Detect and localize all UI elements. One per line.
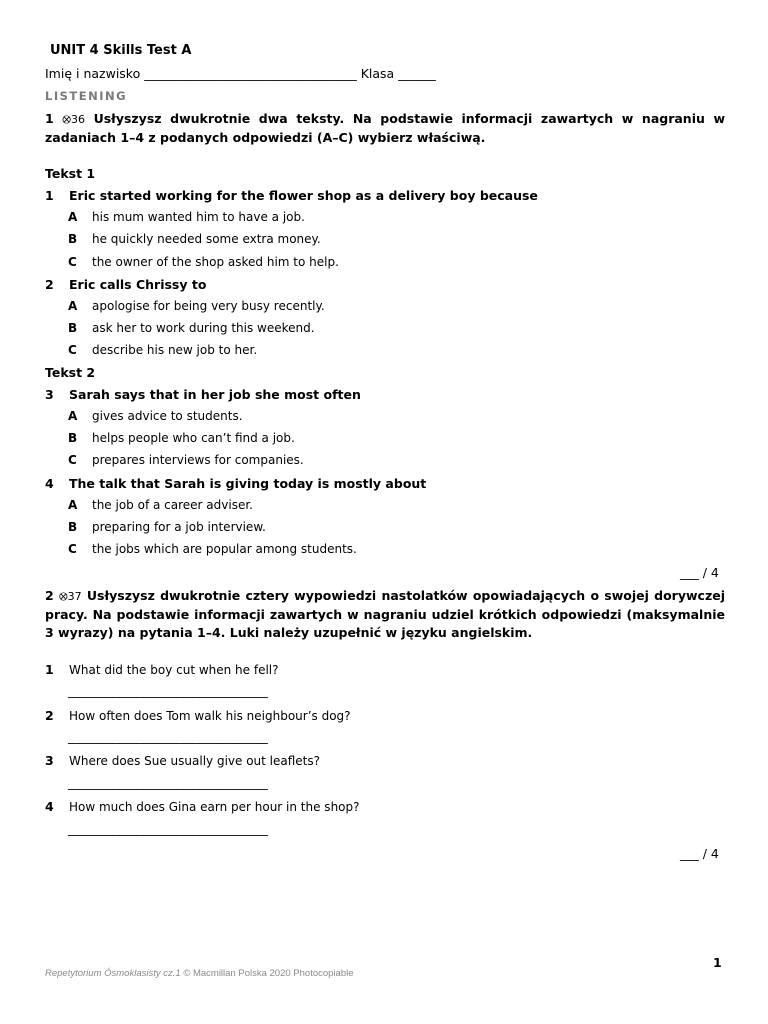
task2-number: 2 — [45, 588, 54, 603]
page-title: UNIT 4 Skills Test A — [50, 43, 192, 58]
option-2a[interactable]: A apologise for being very busy recently. — [68, 299, 325, 313]
task1-instruction — [45, 110, 725, 147]
name-label: Imię i nazwisko — [45, 66, 141, 81]
task2-instruction-text: Usłyszysz dwukrotnie cztery wypowiedzi nastolatków opowiadających o swojej dorywczej pracy. Na podstawie informacji zawartych w nagraniu udziel krótkich odpowiedzi (maksymalnie 3 wyrazy) na pytania 1–4. Luki należy uzupełnić w języku angielskim. — [45, 588, 725, 640]
task2-instruction — [45, 587, 725, 642]
question-stem: Eric started working for the flower shop as a delivery boy because — [69, 188, 538, 203]
open-question-1: 1 What did the boy cut when he fell? — [45, 662, 279, 677]
footer-book-title: Repetytorium Ósmoklasisty cz.1 — [45, 968, 181, 979]
task1-score: ___ / 4 — [680, 565, 719, 580]
answer-line-3[interactable]: ___________________________________ — [68, 776, 268, 790]
option-2c[interactable]: C describe his new job to her. — [68, 343, 258, 357]
task2-track-number: 37 — [67, 590, 82, 603]
open-question-4: 4 How much does Gina earn per hour in the shop? — [45, 799, 360, 814]
task1-track-number: 36 — [71, 113, 85, 126]
question-3: 3 Sarah says that in her job she most often — [45, 387, 361, 402]
answer-line-1[interactable]: ___________________________________ — [68, 684, 268, 698]
option-2b[interactable]: B ask her to work during this weekend. — [68, 321, 315, 335]
name-field[interactable]: __________________________________ — [144, 66, 357, 81]
section-heading: LISTENING — [45, 89, 128, 103]
open-question-3: 3 Where does Sue usually give out leaflets? — [45, 753, 321, 768]
option-4b[interactable]: B preparing for a job interview. — [68, 520, 266, 534]
option-3b[interactable]: B helps people who can’t find a job. — [68, 431, 295, 445]
option-1b[interactable]: B he quickly needed some extra money. — [68, 232, 321, 246]
question-4: 4 The talk that Sarah is giving today is mostly about — [45, 476, 427, 491]
option-4a[interactable]: A the job of a career adviser. — [68, 498, 253, 512]
footer-copyright-text: © Macmillan Polska 2020 Photocopiable — [180, 968, 354, 979]
text1-label: Tekst 1 — [45, 166, 96, 181]
open-question-2: 2 How often does Tom walk his neighbour’s dog? — [45, 708, 351, 723]
question-stem: Eric calls Chrissy to — [69, 277, 207, 292]
question-2: 2 Eric calls Chrissy to — [45, 277, 207, 292]
option-1a[interactable]: A his mum wanted him to have a job. — [68, 210, 305, 224]
task1-number: 1 — [45, 111, 54, 126]
option-3a[interactable]: A gives advice to students. — [68, 409, 243, 423]
answer-line-2[interactable]: ___________________________________ — [68, 730, 268, 744]
audio-disc-icon[interactable]: ⭙ — [58, 590, 68, 603]
footer-copyright — [45, 968, 354, 979]
task1-instruction-text: Usłyszysz dwukrotnie dwa teksty. Na podstawie informacji zawartych w nagraniu w zadaniach 1–4 z podanych odpowiedzi (A–C) wybierz właściwą. — [45, 111, 726, 145]
question-stem: The talk that Sarah is giving today is mostly about — [69, 476, 427, 491]
page-number: 1 — [713, 955, 722, 970]
question-1: 1 Eric started working for the flower shop as a delivery boy because — [45, 188, 538, 203]
task2-score: ___ / 4 — [680, 846, 719, 861]
class-field[interactable]: ______ — [398, 66, 436, 81]
audio-disc-icon[interactable]: ⭙ — [62, 113, 71, 126]
question-stem: Sarah says that in her job she most often — [69, 387, 361, 402]
option-1c[interactable]: C the owner of the shop asked him to help. — [68, 255, 339, 269]
answer-line-4[interactable]: ___________________________________ — [68, 822, 268, 836]
option-3c[interactable]: C prepares interviews for companies. — [68, 453, 304, 467]
student-info-line — [45, 66, 436, 81]
option-4c[interactable]: C the jobs which are popular among students. — [68, 542, 357, 556]
text2-label: Tekst 2 — [45, 365, 96, 380]
class-label: Klasa — [360, 66, 395, 81]
